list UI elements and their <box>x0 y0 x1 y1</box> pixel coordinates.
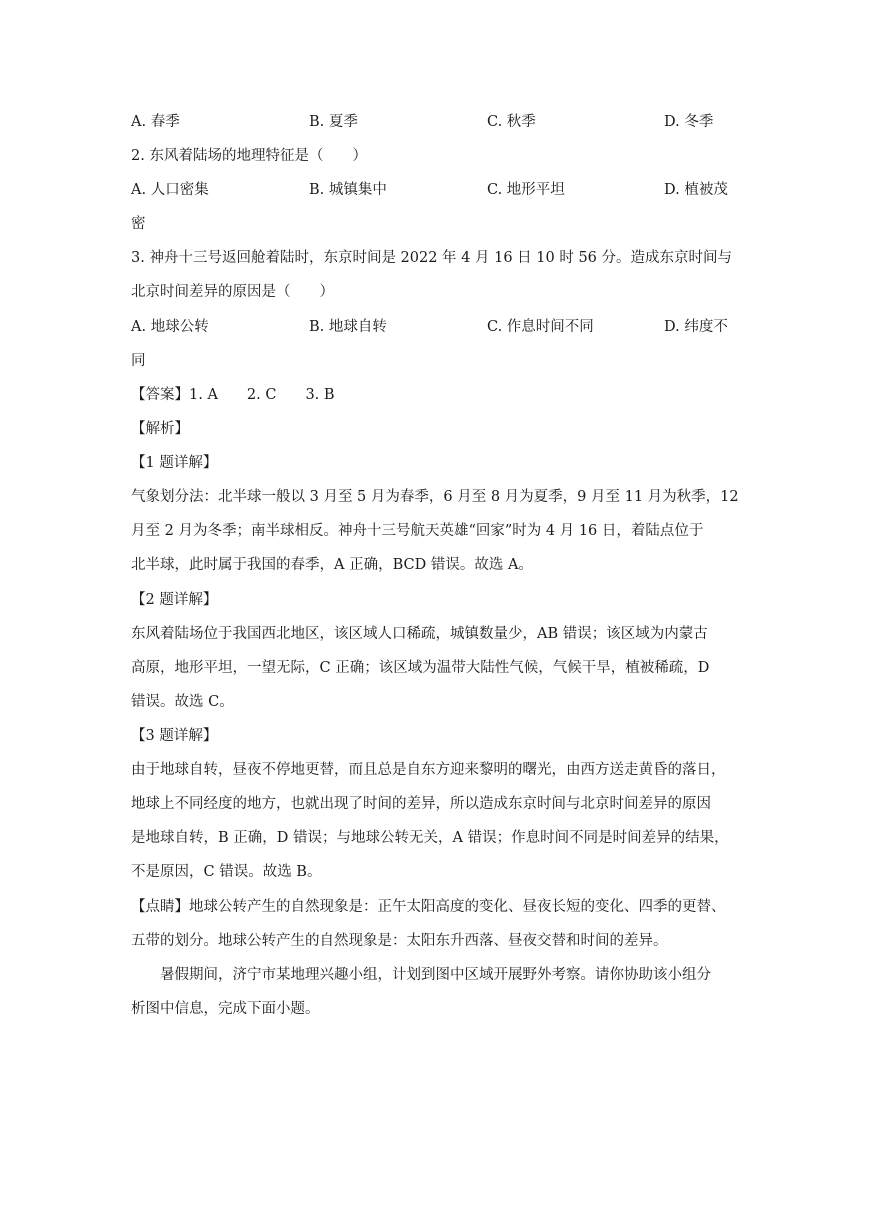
detail-2-line: 东风着陆场位于我国西北地区，该区域人口稀疏，城镇数量少，AB 错误；该区域为内蒙古 <box>131 626 708 642</box>
q3-option-b: B. 地球自转 <box>309 319 387 335</box>
detail-1-line: 月至 2 月为冬季；南半球相反。神舟十三号航天英雄“回家”时为 4 月 16 日，着陆点位于 <box>131 523 704 539</box>
q2-option-b: B. 城镇集中 <box>309 182 387 198</box>
q3-stem-line2: 北京时间差异的原因是（ ） <box>131 284 334 300</box>
q2-stem: 2. 东风着陆场的地理特征是（ ） <box>131 148 367 164</box>
q3-stem-line1: 3. 神舟十三号返回舱着陆时，东京时间是 2022 年 4 月 16 日 10 时 56 分。造成东京时间与 <box>131 250 733 266</box>
q2-option-c: C. 地形平坦 <box>487 182 565 198</box>
detail-3-line: 是地球自转，B 正确，D 错误；与地球公转无关，A 错误；作息时间不同是时间差异的结果， <box>131 830 729 846</box>
detail-1-title: 【1 题详解】 <box>131 455 218 471</box>
q3-option-d: D. 纬度不 <box>664 319 728 335</box>
q1-option-a: A. 春季 <box>131 114 180 130</box>
point-line1: 【点睛】地球公转产生的自然现象是：正午太阳高度的变化、昼夜长短的变化、四季的更替、 <box>131 899 726 915</box>
detail-1-line: 北半球，此时属于我国的春季，A 正确，BCD 错误。故选 A。 <box>131 557 533 573</box>
q1-option-b: B. 夏季 <box>309 114 358 130</box>
detail-2-line: 高原，地形平坦，一望无际，C 正确；该区域为温带大陆性气候，气候干旱，植被稀疏，D <box>131 660 710 676</box>
intro-line1: 暑假期间，济宁市某地理兴趣小组，计划到图中区域开展野外考察。请你协助该小组分 <box>131 967 711 983</box>
q2-option-d: D. 植被茂 <box>664 182 728 198</box>
detail-2-line: 错误。故选 C。 <box>131 694 234 710</box>
detail-3-line: 地球上不同经度的地方，也就出现了时间的差异，所以造成东京时间与北京时间差异的原因 <box>131 796 711 812</box>
q2-option-d-wrap: 密 <box>131 216 146 232</box>
q3-option-c: C. 作息时间不同 <box>487 319 594 335</box>
detail-3-title: 【3 题详解】 <box>131 728 218 744</box>
detail-1-line: 气象划分法：北半球一般以 3 月至 5 月为春季，6 月至 8 月为夏季，9 月至 11 月为秋季，12 <box>131 489 739 505</box>
detail-3-line: 不是原因，C 错误。故选 B。 <box>131 864 322 880</box>
q3-option-d-wrap: 同 <box>131 353 146 369</box>
q1-option-d: D. 冬季 <box>664 114 714 130</box>
answer-line: 【答案】1. A 2. C 3. B <box>131 387 335 403</box>
q2-option-a: A. 人口密集 <box>131 182 209 198</box>
detail-3-line: 由于地球自转，昼夜不停地更替，而且总是自东方迎来黎明的曙光，由西方送走黄昏的落日， <box>131 762 726 778</box>
intro-line2: 析图中信息，完成下面小题。 <box>131 1001 320 1017</box>
detail-2-title: 【2 题详解】 <box>131 592 218 608</box>
point-line2: 五带的划分。地球公转产生的自然现象是：太阳东升西落、昼夜交替和时间的差异。 <box>131 933 668 949</box>
analysis-label: 【解析】 <box>131 421 189 437</box>
q1-option-c: C. 秋季 <box>487 114 536 130</box>
q3-option-a: A. 地球公转 <box>131 319 209 335</box>
